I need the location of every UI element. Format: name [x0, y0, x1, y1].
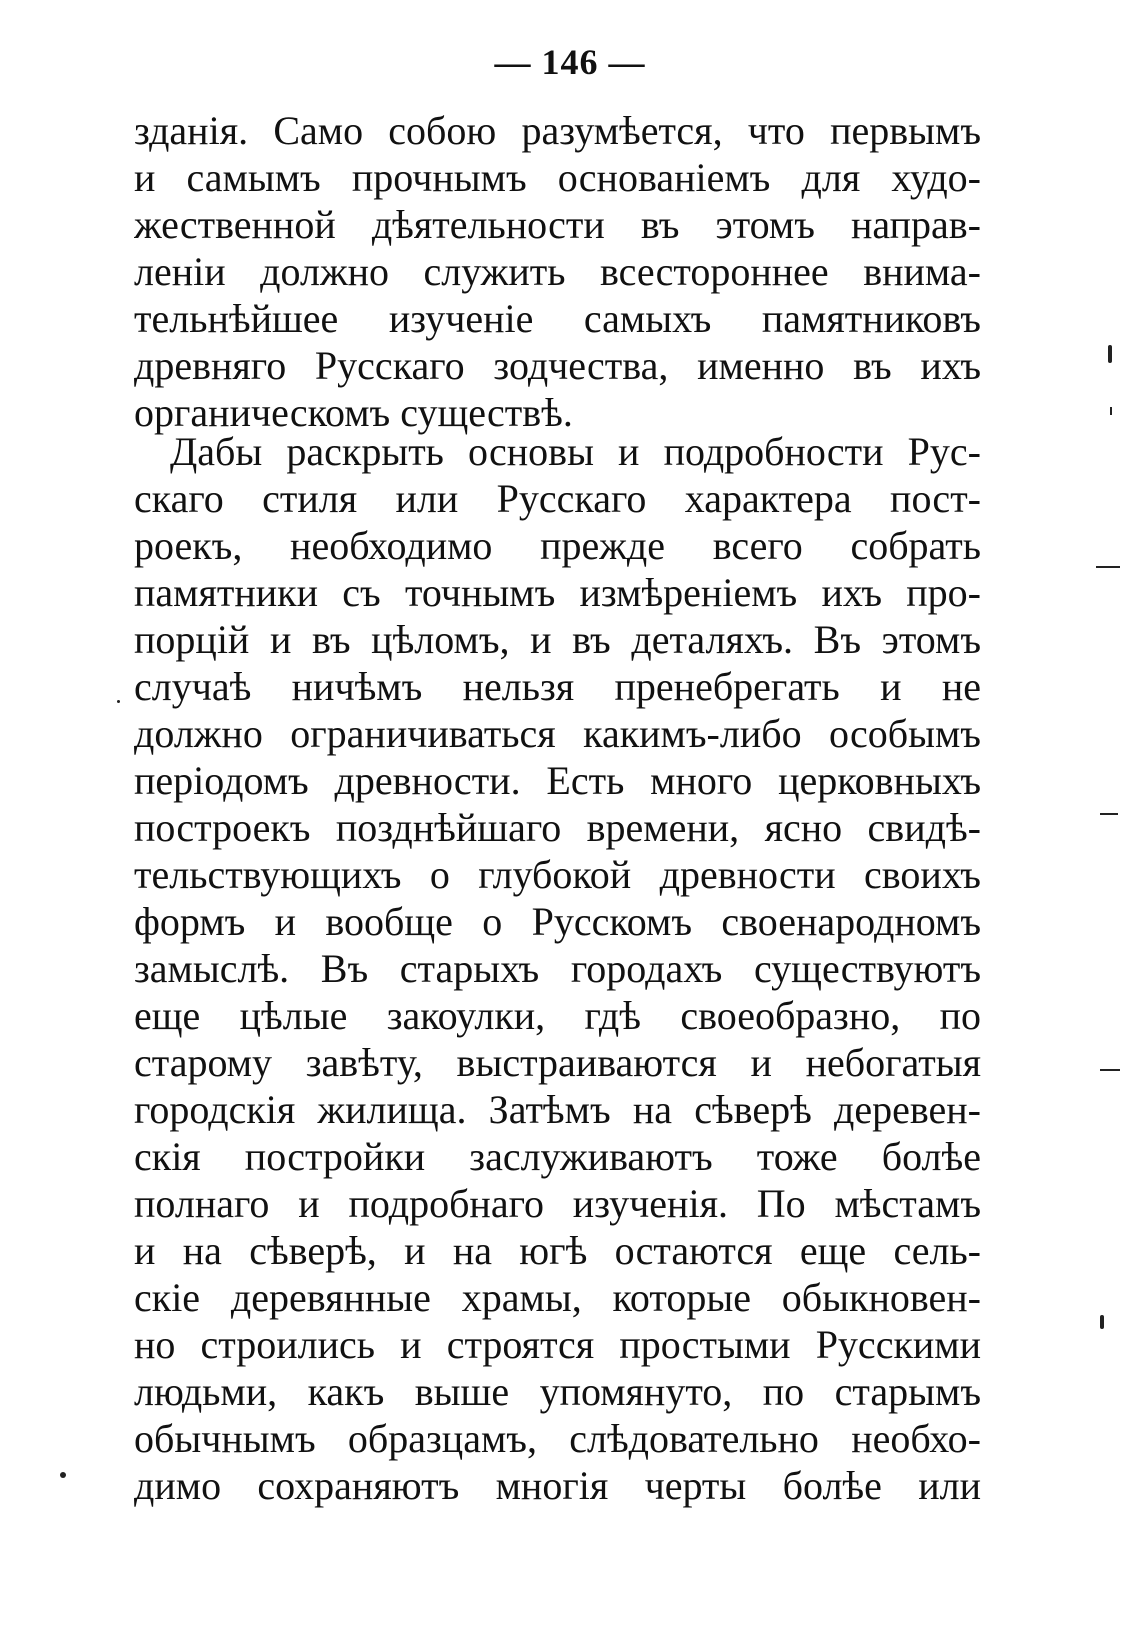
text-line: памятники съ точнымъ измѣреніемъ ихъ про-: [134, 570, 981, 615]
text-line: но строились и строятся простыми Русскими: [134, 1322, 981, 1367]
text-line: замыслѣ. Въ старыхъ городахъ существуютъ: [134, 946, 981, 991]
text-line: порцій и въ цѣломъ, и въ деталяхъ. Въ этомъ: [134, 617, 981, 662]
text-line: тельствующихъ о глубокой древности своихъ: [134, 852, 981, 897]
text-line: и самымъ прочнымъ основаніемъ для худо-: [134, 155, 981, 200]
text-line: древняго Русскаго зодчества, именно въ ихъ: [134, 343, 981, 388]
text-line: органическомъ существѣ.: [134, 390, 573, 435]
text-line: зданія. Само собою разумѣется, что первымъ: [134, 108, 981, 153]
text-line: обычнымъ образцамъ, слѣдовательно необхо-: [134, 1416, 981, 1461]
scan-speck: [1110, 407, 1112, 415]
paragraph-2: [134, 428, 981, 1509]
scan-speck: [1100, 1315, 1104, 1329]
text-line: формъ и вообще о Русскомъ своенародномъ: [134, 899, 981, 944]
text-line: должно ограничиваться какимъ-либо особымъ: [134, 711, 981, 756]
scan-speck: [1096, 566, 1120, 568]
text-line: димо сохраняютъ многія черты болѣе или: [134, 1463, 981, 1508]
text-line: Дабы раскрыть основы и подробности Рус-: [170, 429, 981, 474]
text-line: скіе деревянные храмы, которые обыкновен-: [134, 1275, 981, 1320]
page-number: — 146 —: [494, 42, 646, 82]
text-line: городскія жилища. Затѣмъ на сѣверѣ деревен-: [134, 1087, 981, 1132]
scan-speck: [1100, 813, 1118, 815]
text-line: скаго стиля или Русскаго характера пост-: [134, 476, 981, 521]
text-line: роекъ, необходимо прежде всего собрать: [134, 523, 981, 568]
text-line: скія постройки заслуживаютъ тоже болѣе: [134, 1134, 981, 1179]
text-line: періодомъ древности. Есть много церковныхъ: [134, 758, 981, 803]
text-line: жественной дѣятельности въ этомъ направ-: [134, 202, 981, 247]
text-line: еще цѣлые закоулки, гдѣ своеобразно, по: [134, 993, 981, 1038]
text-line: тельнѣйшее изученіе самыхъ памятниковъ: [134, 296, 981, 341]
scan-speck: [1108, 345, 1112, 363]
text-line: леніи должно служить всестороннее внима-: [134, 249, 981, 294]
text-line: случаѣ ничѣмъ нельзя пренебрегать и не: [134, 664, 981, 709]
text-line: полнаго и подробнаго изученія. По мѣстамъ: [134, 1181, 981, 1226]
scan-speck: [60, 1472, 66, 1478]
text-line: старому завѣту, выстраиваются и небогатыя: [134, 1040, 981, 1085]
text-line: и на сѣверѣ, и на югѣ остаются еще сель-: [134, 1228, 981, 1273]
text-line: людьми, какъ выше упомянуто, по старымъ: [134, 1369, 981, 1414]
scan-speck: [117, 700, 120, 703]
scan-speck: [1100, 1069, 1120, 1071]
paragraph-1: [134, 107, 981, 436]
text-line: построекъ позднѣйшаго времени, ясно свидѣ-: [134, 805, 981, 850]
